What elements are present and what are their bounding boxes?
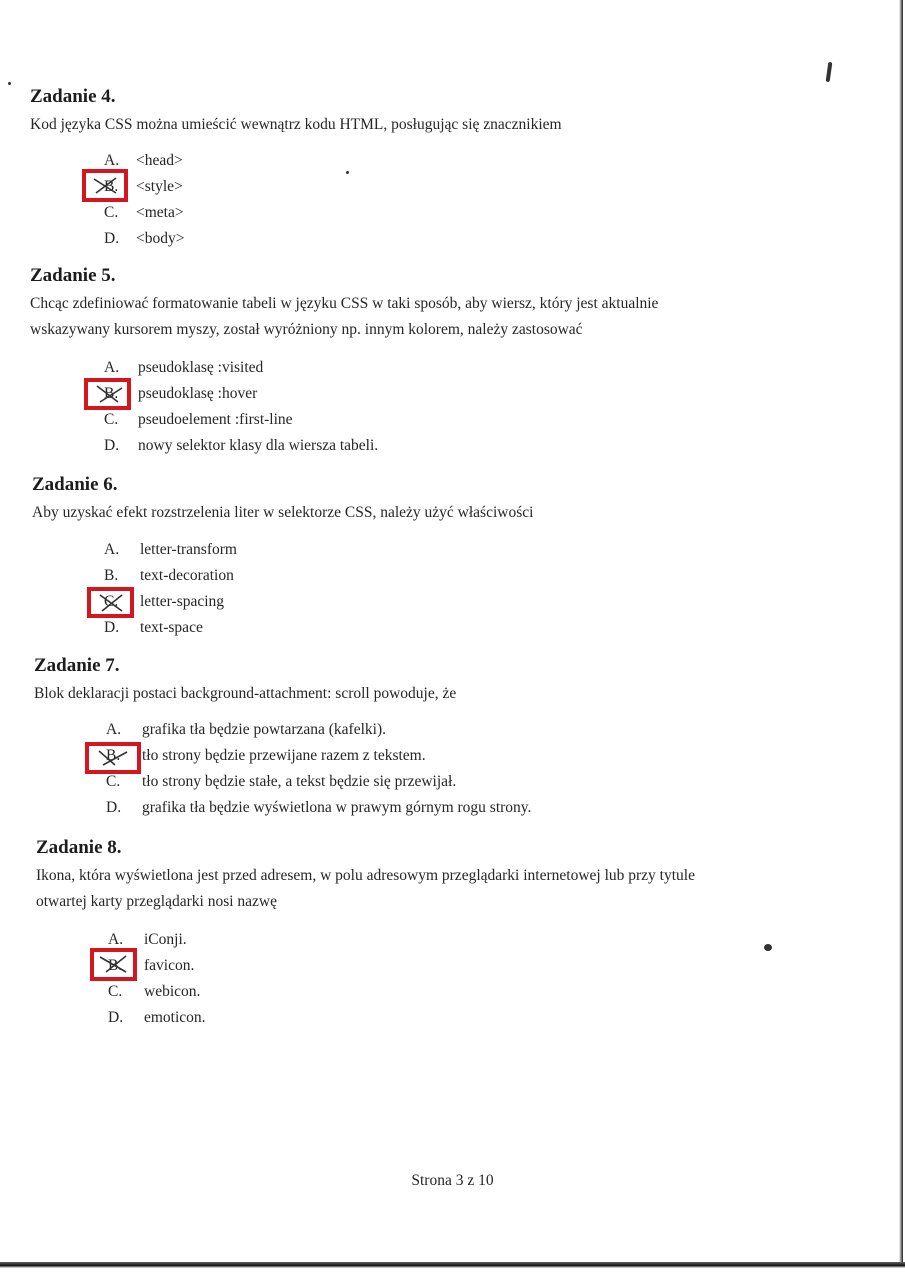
answer-mark-box [85,742,141,774]
cross-mark-icon [91,591,130,614]
task-question [30,112,562,138]
page-number: Strona 3 z 10 [411,1172,494,1189]
option-text: pseudoklasę :hover [138,385,258,402]
option-letter: B. [104,385,119,402]
option-text: iConji. [144,931,187,948]
option-letter: A. [108,931,124,948]
question-line: otwartej karty przeglądarki nosi nazwę [36,893,278,910]
option-letter: C. [108,983,123,1000]
task-title: Zadanie 8. [36,837,122,858]
task-title: Zadanie 4. [30,86,116,107]
cross-mark-icon [86,173,124,198]
option-text: emoticon. [144,1009,206,1026]
option-text: text-decoration [140,567,234,584]
cross-mark-icon [94,952,133,977]
option-letter: A. [104,152,120,169]
task-question [34,681,456,707]
option-letter: D. [108,1009,124,1026]
option-text: grafika tła będzie powtarzana (kafelki). [142,721,386,738]
task-question [32,500,533,526]
task-title: Zadanie 5. [30,265,116,286]
option-text: tło strony będzie stałe, a tekst będzie się przewijał. [142,773,457,790]
scan-edge-bottom [0,1262,905,1268]
option-letter: D. [104,230,120,247]
option-text: pseudoelement :first-line [138,411,293,428]
option-letter: C. [104,593,119,610]
option-letter: D. [104,437,120,454]
answer-mark-box [84,378,131,410]
question-line: Aby uzyskać efekt rozstrzelenia liter w selektorze CSS, należy użyć właściwości [32,504,534,521]
option-text: favicon. [144,957,195,974]
cross-mark-icon [89,746,137,770]
answer-mark-box [90,948,137,981]
option-letter: A. [104,359,120,376]
option-letter: B. [104,567,119,584]
option-letter: B. [108,957,123,974]
option-text: letter-spacing [140,593,225,610]
answer-mark-box [82,169,128,202]
option-text: <style> [136,178,183,195]
option-text: tło strony będzie przewijane razem z tekstem. [142,747,426,764]
scan-speck [764,944,772,951]
scan-edge-right [899,0,903,1262]
option-text: grafika tła będzie wyświetlona w prawym górnym rogu strony. [142,799,532,816]
option-letter: A. [104,541,120,558]
option-letter: A. [106,721,122,738]
question-line: wskazywany kursorem myszy, został wyróżniony np. innym kolorem, należy zastosować [30,321,583,338]
cross-mark-icon [88,382,127,406]
option-letter: D. [104,619,120,636]
option-letter: C. [104,411,119,428]
option-letter: B. [104,178,119,195]
question-line: Chcąc zdefiniować formatowanie tabeli w języku CSS w taki sposób, aby wiersz, który jest aktualnie [30,295,659,312]
scan-speck [826,62,833,82]
option-letter: B. [106,747,121,764]
scan-speck [346,171,349,174]
option-text: webicon. [144,983,201,1000]
task-title: Zadanie 6. [32,474,118,495]
answer-mark-box [87,587,134,618]
question-line: Blok deklaracji postaci background-attachment: scroll powoduje, że [34,685,457,702]
task-title: Zadanie 7. [34,655,120,676]
option-text: letter-transform [140,541,237,558]
question-line: Kod języka CSS można umieścić wewnątrz kodu HTML, posługując się znacznikiem [30,116,562,133]
option-text: <meta> [136,204,184,221]
option-text: <body> [136,230,185,247]
scan-speck [8,82,11,85]
option-text: nowy selektor klasy dla wiersza tabeli. [138,437,379,454]
option-text: text-space [140,619,203,636]
option-letter: C. [104,204,119,221]
option-text: <head> [136,152,183,169]
option-text: pseudoklasę :visited [138,359,264,376]
task-question [36,863,695,915]
option-letter: D. [106,799,122,816]
task-question [30,291,658,343]
question-line: Ikona, która wyświetlona jest przed adresem, w polu adresowym przeglądarki internetowej lub przy tytule [36,867,695,884]
option-letter: C. [106,773,121,790]
